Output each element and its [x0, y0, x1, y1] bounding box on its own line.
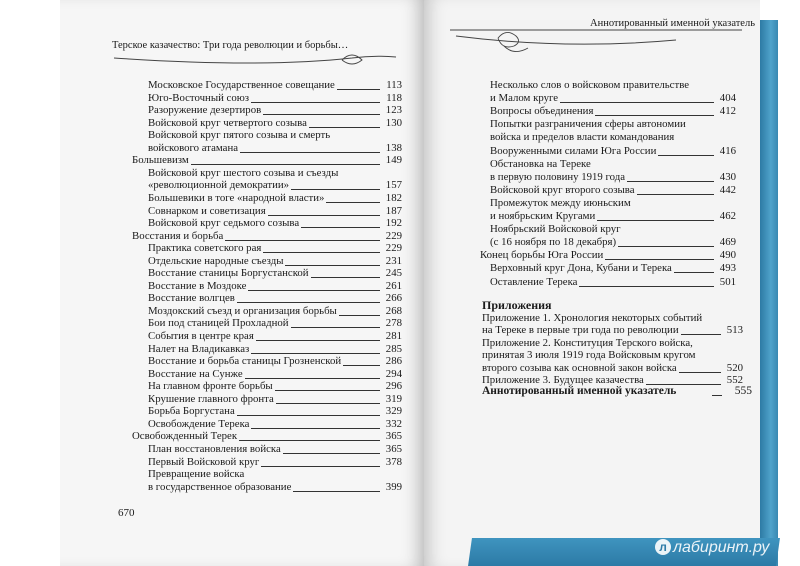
toc-leader-line [251, 428, 380, 429]
toc-page-number: 520 [726, 361, 743, 374]
toc-leader-line [595, 115, 714, 116]
toc-entry-text: второго созыва как основной закон войска [482, 361, 677, 374]
toc-entry-text: в государственное образование [148, 480, 292, 493]
toc-page-number: 281 [385, 330, 402, 342]
toc-leader-line [291, 189, 380, 190]
toc-entry-text: Оставление Терека [490, 275, 578, 288]
toc-leader-line [301, 227, 380, 228]
toc-page-number: 229 [385, 242, 402, 255]
toc-leader-line [605, 259, 714, 260]
toc-page-number: 430 [719, 170, 736, 183]
toc-page-number: 149 [385, 154, 402, 167]
toc-page-number: 294 [385, 367, 402, 380]
toc-entry-text: Обстановка на Тереке [490, 157, 591, 170]
toc-leader-line [285, 265, 380, 266]
toc-leader-line [275, 390, 380, 391]
toc-entry-text: Московское Государственное совещание [148, 79, 335, 91]
toc-entry-text: Первый Войсковой круг [148, 455, 260, 468]
toc-page-number: 278 [385, 317, 402, 330]
toc-page-number: 552 [726, 374, 743, 386]
toc-page-number: 123 [385, 104, 402, 117]
toc-page-number: 493 [719, 262, 736, 275]
toc-page-number: 229 [385, 229, 402, 242]
toc-leader-line [245, 378, 380, 379]
toc-leader-line [627, 181, 714, 182]
toc-entry-text: Приложение 2. Конституция Терского войска, [482, 336, 693, 349]
index-entry-page: 555 [734, 385, 752, 397]
toc-leader-line [239, 440, 380, 441]
toc-entry-text: План восстановления войска [148, 442, 281, 455]
toc-entry-text: Войсковой круг четвертого созыва [148, 116, 307, 129]
toc-leader-line [248, 290, 380, 291]
toc-page-number: 245 [385, 267, 402, 280]
header-ornament-left-icon [112, 48, 402, 70]
toc-page-number: 285 [385, 342, 402, 355]
toc-page-number: 404 [719, 92, 736, 105]
toc-leader-line [263, 252, 380, 253]
toc-entry-text: Приложение 1. Хронология некоторых событий [482, 312, 703, 324]
toc-entry-text: Отдельские народные съезды [148, 254, 284, 267]
toc-page-number: 399 [385, 480, 402, 493]
toc-page-number: 462 [719, 210, 736, 222]
toc-leader-line [251, 102, 380, 103]
toc-entry-text: Конец борьбы Юга России [480, 249, 604, 262]
toc-entry-text: Восстание в Моздоке [148, 279, 247, 292]
toc-entry-text: На главном фронте борьбы [148, 380, 273, 393]
toc-page-number: 469 [719, 236, 736, 249]
toc-page-number: 442 [719, 183, 736, 196]
toc-entry-text: Восстание станицы Боргустанской [148, 267, 309, 280]
toc-leader-line [293, 491, 380, 492]
toc-entry-text: на Тереке в первые три года по революции [482, 324, 679, 337]
toc-page-number: 296 [385, 380, 402, 393]
toc-entry-text: Войсковой круг пятого созыва и смерть [148, 129, 331, 142]
toc-page-number: 192 [385, 217, 402, 230]
toc-entry-text: Приложение 3. Будущее казачества [482, 374, 644, 386]
toc-page-number: 319 [385, 392, 402, 405]
toc-entry-text: Войсковой круг второго созыва [490, 183, 635, 196]
toc-leader-line [191, 164, 380, 165]
toc-leader-line [237, 302, 380, 303]
toc-entry-text: События в центре края [148, 330, 254, 342]
toc-entry-text: Освобожденный Терек [132, 430, 238, 443]
header-ornament-right-icon [446, 24, 746, 64]
toc-leader-line [276, 403, 380, 404]
toc-entry-text: Войсковой круг шестого созыва и съезды [148, 166, 339, 179]
toc-entry-text: Совнарком и советизация [148, 204, 266, 217]
toc-entry-text: Большевизм [132, 154, 189, 167]
page-number: 670 [118, 507, 135, 519]
toc-page-number: 182 [385, 191, 402, 204]
toc-leader-line [637, 194, 714, 195]
toc-page-number: 365 [385, 430, 402, 443]
toc-leader-line [291, 327, 380, 328]
toc-leader-line [579, 286, 714, 287]
toc-entry-text: и ноябрьским Кругами [490, 210, 596, 222]
toc-entry-text: Моздокский съезд и организация борьбы [148, 304, 337, 317]
toc-entry-text: Восстание на Сунже [148, 367, 243, 380]
watermark: л лабиринт.ру [655, 539, 769, 557]
toc-entry-text: Вооруженными силами Юга России [490, 144, 657, 157]
toc-page-number: 365 [385, 442, 402, 455]
toc-page-number: 286 [385, 355, 402, 368]
toc-entry-text: и Малом круге [490, 92, 559, 105]
toc-entry-text: Войсковой круг седьмого созыва [148, 217, 300, 230]
toc-entry-text: Борьба Боргустана [148, 405, 235, 418]
toc-page-number: 231 [385, 254, 402, 267]
toc-page-number: 378 [385, 455, 402, 468]
toc-entry-text: Вопросы объединения [490, 105, 594, 118]
toc-leader-line [251, 353, 380, 354]
appendices-title: Приложения [482, 298, 552, 312]
toc-entry-text: Превращение войска [148, 468, 245, 481]
toc-entry-text: принятая 3 июля 1919 года Войсковым кругом [482, 349, 696, 362]
running-head-right: Аннотированный именной указатель [590, 18, 755, 29]
book-cover-edge [760, 20, 778, 566]
toc-entry-text: войска и пределов власти командования [490, 131, 675, 144]
toc-page-number: 157 [385, 179, 402, 192]
toc-entry-text: Разоружение дезертиров [148, 104, 262, 117]
toc-entry-text: «революционной демократии» [148, 179, 290, 192]
toc-leader-line [597, 220, 714, 221]
toc-entry-text: войскового атамана [148, 141, 239, 154]
toc-leader-line [256, 340, 380, 341]
toc-leader-line [268, 215, 380, 216]
toc-leader-line [283, 453, 380, 454]
toc-page-number: 118 [386, 91, 402, 104]
toc-entry-text: в первую половину 1919 года [490, 170, 626, 183]
toc-entry-text: Восстание волгцев [148, 292, 235, 305]
toc-page-number: 412 [719, 105, 736, 118]
toc-leader-line [240, 152, 380, 153]
toc-page-number: 501 [719, 275, 736, 288]
toc-leader-line [263, 114, 380, 115]
running-head-left: Терское казачество: Три года революции и борьбы… [112, 40, 349, 51]
toc-leader-line [618, 246, 714, 247]
toc-page-number: 113 [386, 79, 402, 91]
index-entry-leader [712, 395, 722, 396]
toc-entry-text: (с 16 ноября по 18 декабря) [490, 236, 617, 249]
toc-page-number: 187 [385, 204, 402, 217]
toc-leader-line [261, 466, 380, 467]
toc-page-number: 138 [385, 141, 402, 154]
toc-entry-text: Восстание и борьба станицы Грозненской [148, 355, 342, 368]
toc-page-number: 416 [719, 144, 736, 157]
toc-leader-line [237, 415, 380, 416]
toc-entry-text: Бои под станицей Прохладной [148, 317, 289, 330]
toc-leader-line [309, 127, 380, 128]
toc-leader-line [560, 102, 714, 103]
toc-entry-text: Попытки разграничения сферы автономии [490, 118, 686, 131]
toc-page-number: 268 [385, 304, 402, 317]
toc-entry-text: Промежуток между июньским [490, 196, 631, 209]
toc-entry-text: Налет на Владикавказ [148, 342, 250, 355]
toc-page-number: 329 [385, 405, 402, 418]
toc-page-number: 130 [385, 116, 402, 129]
toc-page-number: 266 [385, 292, 402, 305]
toc-page-number: 490 [719, 249, 736, 262]
toc-leader-line [311, 277, 380, 278]
toc-entry-text: Большевики в тоге «народной власти» [148, 191, 325, 204]
toc-entry-text: Крушение главного фронта [148, 392, 274, 405]
toc-entry-text: Практика советского рая [148, 242, 262, 255]
toc-entry-text: Освобождение Терека [148, 417, 250, 430]
toc-entry-text: Юго-Восточный союз [148, 91, 250, 104]
toc-entry-text: Верховный круг Дона, Кубани и Терека [490, 262, 672, 275]
toc-entry-text: Восстания и борьба [132, 229, 224, 242]
toc-page-number: 332 [385, 417, 402, 430]
toc-page-number: 261 [385, 279, 402, 292]
index-entry-label: Аннотированный именной указатель [482, 385, 677, 397]
toc-entry-text: Несколько слов о войсковом правительстве [490, 79, 690, 91]
toc-page-number: 513 [726, 324, 743, 337]
toc-entry-text: Ноябрьский Войсковой круг [490, 223, 621, 236]
toc-leader-line [225, 240, 380, 241]
labirint-logo-icon: л [655, 539, 671, 555]
